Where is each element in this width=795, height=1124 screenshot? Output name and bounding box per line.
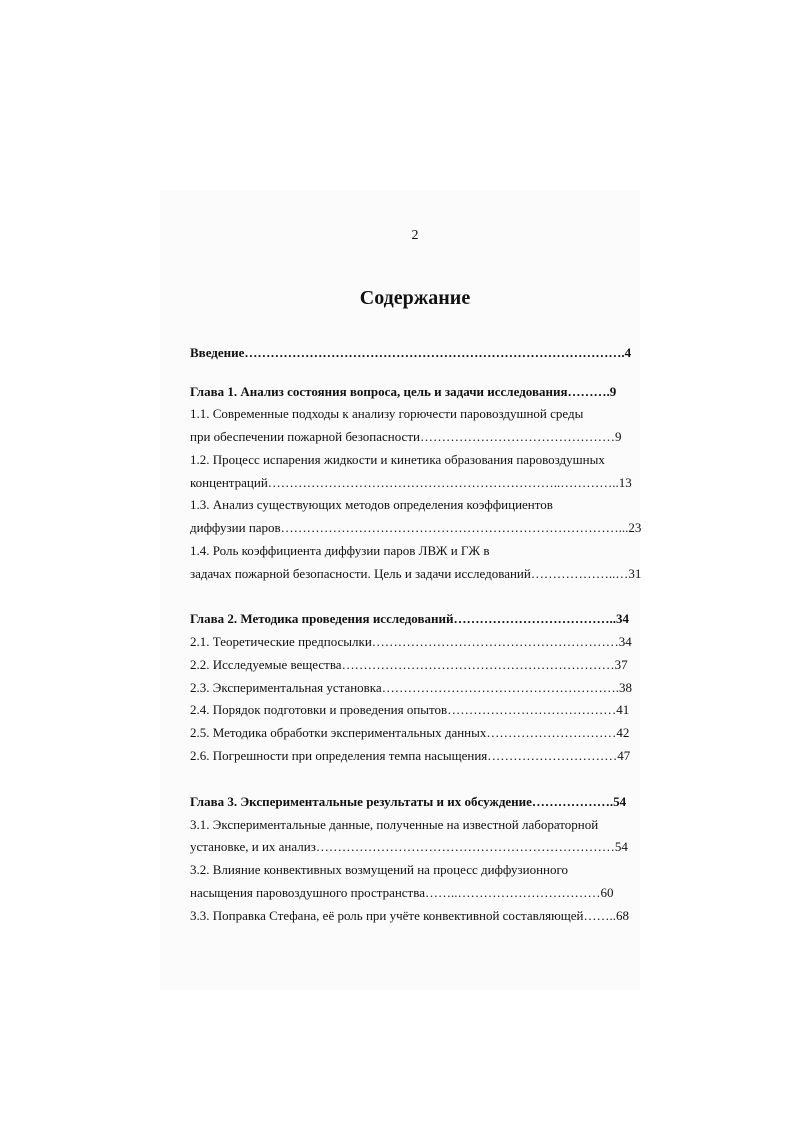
toc-entry-2-1: 2.1. Теоретические предпосылки…………………………………………………34 — [190, 634, 632, 649]
toc-entry-3-1-line-1: 3.1. Экспериментальные данные, полученные на известной лабораторной — [190, 817, 599, 832]
toc-entry-1-1-line-2: при обеспечении пожарной безопасности………………………………………9 — [190, 429, 622, 444]
page-number: 2 — [411, 228, 419, 243]
toc-entry-3-2-line-1: 3.2. Влияние конвективных возмущений на процесс диффузионного — [190, 862, 569, 877]
toc-entry-3-3: 3.3. Поправка Стефана, её роль при учёте конвективной составляющей……..68 — [190, 908, 630, 923]
toc-entry-1-1-line-1: 1.1. Современные подходы к анализу горючести паровоздушной среды — [190, 406, 584, 421]
toc-entry-2-5: 2.5. Методика обработки экспериментальных данных…………………………42 — [190, 725, 630, 740]
toc-entry-3-2-line-2: насыщения паровоздушного пространства……..……………………………60 — [190, 885, 614, 900]
toc-entry-1-2-line-2: концентраций…………………………………………………………..…………..13 — [190, 475, 632, 490]
toc-entry-chapter-3: Глава 3. Экспериментальные результаты и их обсуждение……………….54 — [190, 794, 627, 809]
toc-entry-3-1-line-2: установке, и их анализ……………………………………………………………54 — [190, 839, 628, 854]
toc-entry-chapter-2: Глава 2. Методика проведения исследований………………………………..34 — [190, 611, 629, 626]
toc-title: Содержание — [359, 287, 471, 309]
toc-entry-1-3-line-1: 1.3. Анализ существующих методов определения коэффициентов — [190, 497, 553, 512]
toc-entry-chapter-1: Глава 1. Анализ состояния вопроса, цель и задачи исследования……….9 — [190, 384, 617, 399]
toc-entry-introduction: Введение…………………………………………………………………………….4 — [190, 345, 632, 360]
toc-entry-2-3: 2.3. Экспериментальная установка……………………………………………….38 — [190, 680, 632, 695]
toc-entry-2-6: 2.6. Погрешности при определения темпа насыщения…………………………47 — [190, 748, 631, 763]
toc-entry-1-4-line-1: 1.4. Роль коэффициента диффузии паров ЛВЖ и ГЖ в — [190, 543, 490, 558]
toc-entry-2-2: 2.2. Исследуемые вещества………………………………………………………37 — [190, 657, 628, 672]
toc-entry-2-4: 2.4. Порядок подготовки и проведения опытов…………………………………41 — [190, 702, 630, 717]
toc-entry-1-4-line-2: задачах пожарной безопасности. Цель и задачи исследований………………..…31 — [190, 566, 642, 581]
toc-entry-1-3-line-2: диффузии паров……………………………………………………………………...23 — [190, 520, 642, 535]
toc-entry-1-2-line-1: 1.2. Процесс испарения жидкости и кинетика образования паровоздушных — [190, 452, 605, 467]
